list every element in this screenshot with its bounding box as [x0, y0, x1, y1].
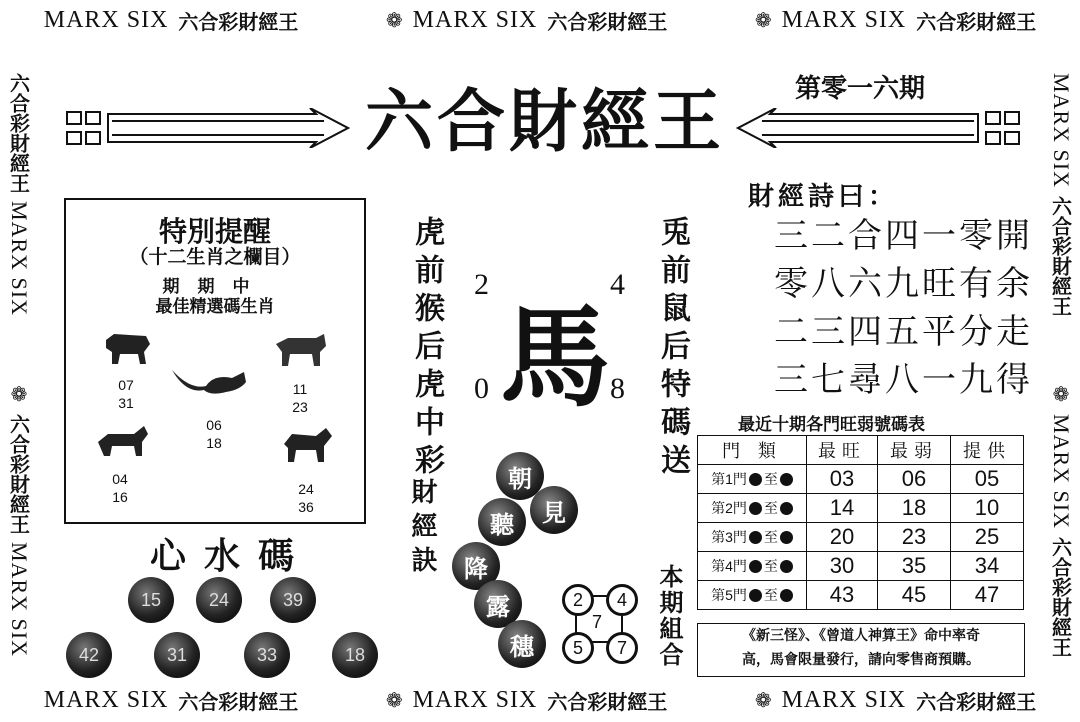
gate-cell	[698, 552, 807, 581]
right-border	[1044, 40, 1078, 690]
ball-icon	[749, 502, 762, 515]
table-row	[698, 494, 1024, 523]
poem-line: 二三四五平分走	[774, 312, 1033, 352]
gate-cell	[698, 581, 807, 610]
poem-line: 零八六九旺有余	[774, 264, 1033, 304]
combo-label: 本期組合	[655, 564, 684, 668]
offer-cell: 10	[951, 494, 1024, 523]
to-word: 至	[763, 558, 778, 574]
proverb-ball: 穗	[498, 620, 546, 668]
border-segment	[5, 382, 34, 657]
offer-cell: 05	[951, 465, 1024, 494]
brand-zh: 六合彩財經王	[916, 689, 1037, 714]
gate-label: 第2門	[711, 500, 747, 516]
proverb-ball: 聽	[478, 498, 526, 546]
to-word: 至	[763, 587, 778, 603]
reminder-line1: 期期中	[162, 277, 268, 297]
max-cell: 30	[807, 552, 878, 581]
border-segment	[44, 6, 299, 35]
horse-character: 馬	[500, 293, 610, 422]
number-ball: 24	[196, 577, 242, 623]
pair-number: 18	[206, 435, 222, 451]
table-row	[698, 465, 1024, 494]
column-header: 最弱	[878, 436, 951, 465]
poem-line: 三二合四一零開	[774, 216, 1033, 256]
combo-ball: 7	[606, 632, 638, 664]
ball-icon	[749, 560, 762, 573]
digit: 0	[474, 372, 489, 405]
number-ball: 18	[332, 632, 378, 678]
flower-icon: ❁	[754, 8, 772, 32]
brand-zh: 六合彩財經王	[547, 689, 668, 714]
gate-label: 第1門	[711, 471, 747, 487]
to-word: 至	[763, 529, 778, 545]
combo-center: 7	[592, 612, 603, 632]
brand-en: MARX SIX	[412, 6, 538, 33]
dog-image	[94, 420, 150, 460]
left-verse: 虎前猴后虎中彩	[409, 216, 444, 482]
pair-number: 11	[292, 381, 308, 397]
zodiac-pair	[106, 376, 146, 412]
ball-icon	[780, 589, 793, 602]
horse-image	[280, 426, 336, 466]
ball-icon	[780, 531, 793, 544]
ox-image	[100, 330, 156, 370]
note-line: 《新三怪》、《曾道人神算王》命中率奇	[742, 628, 980, 644]
min-cell: 18	[878, 494, 951, 523]
heart-numbers-title: 心水碼	[150, 535, 313, 577]
brand-en: MARX SIX	[1049, 414, 1074, 529]
brand-zh: 六合彩財經王	[6, 414, 31, 535]
reminder-subtitle: （十二生肖之欄目）	[129, 246, 301, 268]
gate-cell	[698, 523, 807, 552]
table-header	[698, 436, 1024, 465]
rat-image	[170, 360, 250, 400]
border-segment	[44, 686, 299, 715]
pair-number: 07	[118, 377, 134, 393]
flower-icon: ❁	[385, 8, 403, 32]
border-segment	[755, 686, 1036, 715]
max-cell: 43	[807, 581, 878, 610]
right-verse: 兎前鼠后特碼送	[655, 216, 690, 482]
border-segment	[1047, 382, 1076, 657]
border-segment	[1047, 73, 1076, 316]
tiger-image	[272, 330, 328, 370]
number-ball: 33	[244, 632, 290, 678]
left-border	[2, 40, 36, 690]
ball-icon	[749, 589, 762, 602]
brand-en: MARX SIX	[7, 542, 32, 657]
table-title: 最近十期各門旺弱號碼表	[738, 415, 925, 435]
offer-cell: 47	[951, 581, 1024, 610]
ball-icon	[749, 531, 762, 544]
brand-en: MARX SIX	[1049, 73, 1074, 188]
reminder-line2: 最佳精選碼生肖	[155, 297, 275, 317]
ball-icon	[780, 502, 793, 515]
flower-icon: ❁	[754, 688, 772, 712]
offer-cell: 34	[951, 552, 1024, 581]
pair-number: 23	[292, 399, 308, 415]
pair-number: 31	[118, 395, 134, 411]
pair-number: 16	[112, 489, 128, 505]
ball-icon	[780, 473, 793, 486]
combo-ball: 4	[606, 584, 638, 616]
brand-zh: 六合彩財經王	[1048, 536, 1073, 657]
brand-en: MARX SIX	[7, 201, 32, 316]
pair-number: 24	[298, 481, 314, 497]
brand-zh: 六合彩財經王	[1048, 195, 1073, 316]
sign-text: 財經訣	[407, 478, 437, 580]
number-ball: 15	[128, 577, 174, 623]
min-cell: 23	[878, 523, 951, 552]
promo-note	[697, 623, 1025, 677]
gate-cell	[698, 465, 807, 494]
zodiac-pair	[286, 480, 326, 516]
to-word: 至	[763, 500, 778, 516]
pair-number: 36	[298, 499, 314, 515]
brand-zh: 六合彩財經王	[547, 9, 668, 34]
brand-en: MARX SIX	[781, 6, 907, 33]
issue-number: 第零一六期	[795, 74, 926, 104]
flower-icon: ❁	[385, 688, 403, 712]
flower-icon: ❁	[1049, 382, 1073, 407]
zodiac-reminder-box	[64, 198, 366, 524]
column-header: 門 類	[698, 436, 807, 465]
to-word: 至	[763, 471, 778, 487]
top-border	[0, 0, 1080, 40]
digit: 4	[610, 268, 625, 301]
pair-number: 06	[206, 417, 222, 433]
max-cell: 03	[807, 465, 878, 494]
brand-en: MARX SIX	[781, 686, 907, 713]
gate-table	[697, 435, 1024, 610]
table-row	[698, 552, 1024, 581]
min-cell: 45	[878, 581, 951, 610]
brand-zh: 六合彩財經王	[916, 9, 1037, 34]
right-arrow-icon	[66, 108, 350, 148]
border-segment	[386, 686, 667, 715]
proverb-ball: 見	[530, 486, 578, 534]
offer-cell: 25	[951, 523, 1024, 552]
table-row	[698, 523, 1024, 552]
gate-label: 第3門	[711, 529, 747, 545]
gate-cell	[698, 494, 807, 523]
proverb-ball: 朝	[496, 452, 544, 500]
digit: 2	[474, 268, 489, 301]
brand-en: MARX SIX	[412, 686, 538, 713]
brand-en: MARX SIX	[43, 686, 169, 713]
proverb-ball: 降	[452, 542, 500, 590]
number-ball: 31	[154, 632, 200, 678]
proverb-ball: 露	[474, 580, 522, 628]
ball-icon	[749, 473, 762, 486]
note-line: 高，馬會限量發行，請向零售商預購。	[742, 652, 980, 668]
poem-line: 三七尋八一九得	[774, 360, 1033, 400]
reminder-title: 特別提醒	[158, 215, 271, 248]
number-ball: 42	[66, 632, 112, 678]
left-arrow-icon	[736, 108, 1020, 148]
zodiac-pair	[194, 416, 234, 452]
gate-label: 第4門	[711, 558, 747, 574]
table-row	[698, 581, 1024, 610]
ball-icon	[780, 560, 793, 573]
poem-heading: 財經詩曰：	[748, 182, 899, 212]
pair-number: 04	[112, 471, 128, 487]
brand-zh: 六合彩財經王	[178, 689, 299, 714]
border-segment	[5, 73, 34, 316]
zodiac-pair	[100, 470, 140, 506]
gate-label: 第5門	[711, 587, 747, 603]
combo-ball: 5	[562, 632, 594, 664]
page-title: 六合財經王	[364, 83, 725, 162]
combo-ball: 2	[562, 584, 594, 616]
column-header: 提供	[951, 436, 1024, 465]
brand-en: MARX SIX	[43, 6, 169, 33]
max-cell: 14	[807, 494, 878, 523]
number-ball: 39	[270, 577, 316, 623]
min-cell: 35	[878, 552, 951, 581]
border-segment	[755, 6, 1036, 35]
bottom-border	[0, 680, 1080, 720]
zodiac-pair	[280, 380, 320, 416]
min-cell: 06	[878, 465, 951, 494]
brand-zh: 六合彩財經王	[178, 9, 299, 34]
border-segment	[386, 6, 667, 35]
digit: 8	[610, 372, 625, 405]
brand-zh: 六合彩財經王	[6, 73, 31, 194]
max-cell: 20	[807, 523, 878, 552]
column-header: 最旺	[807, 436, 878, 465]
flower-icon: ❁	[7, 382, 31, 407]
